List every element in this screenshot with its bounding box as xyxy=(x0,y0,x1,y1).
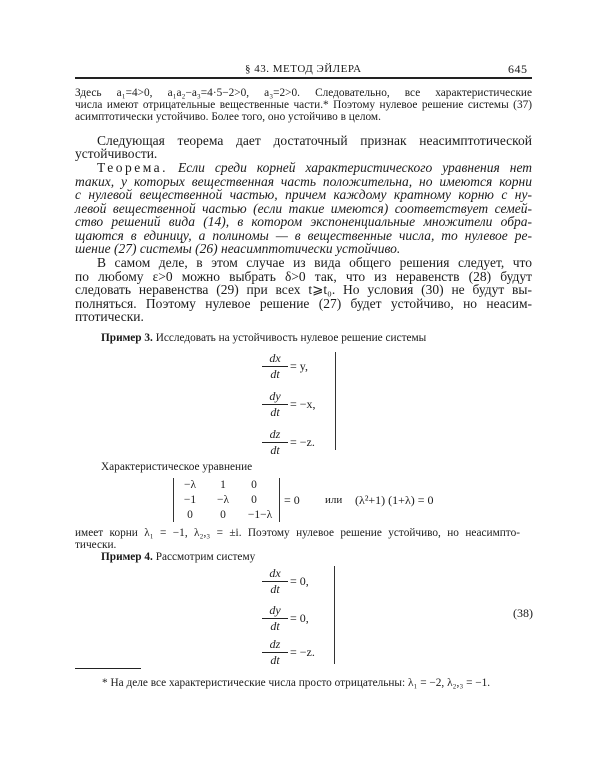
denominator: dt xyxy=(270,367,280,381)
matrix-cell: −λ xyxy=(216,494,230,506)
matrix-cell: 1 xyxy=(220,479,226,491)
text-line: Следующая теорема дает достаточный признак неасимптотической xyxy=(97,133,532,148)
example-label: Пример 4. xyxy=(101,551,153,563)
matrix-cell: 0 xyxy=(251,494,257,506)
fraction xyxy=(262,638,288,667)
right-brace xyxy=(334,566,335,664)
or-word: или xyxy=(325,494,343,506)
text-line: шение (27) системы (26) неасимптотически устойчиво. xyxy=(75,241,401,256)
right-brace xyxy=(335,352,336,450)
example-heading xyxy=(101,333,426,345)
text-line: таких, у которых вещественная часть положительна, но имеются корни xyxy=(75,173,532,189)
text-line: В самом деле, в этом случае из вида общего решения следует, что xyxy=(97,255,532,270)
text-line: асимптотически устойчиво. Более того, оно устойчиво в целом. xyxy=(75,111,381,123)
text-line: по любому ε>0 можно выбрать δ>0 так, что из неравенств (28) будут xyxy=(75,268,532,284)
text-line: Здесь a₁=4>0, a₁a₂−a₃=4·5−2>0, a₃=2>0. Следовательно, все характеристические xyxy=(75,87,532,99)
char-equation-label: Характеристическое уравнение xyxy=(101,461,253,473)
denominator: dt xyxy=(270,405,280,419)
fraction xyxy=(262,604,288,633)
text-line: ство решений вида (14), в котором экспоненциальные множители обра- xyxy=(75,214,532,229)
header-rule xyxy=(75,77,532,79)
text-line: левой вещественной частью (если такие имеются) соответствует семей- xyxy=(75,200,532,216)
fraction xyxy=(262,567,288,596)
equation-rhs: = −z. xyxy=(290,645,315,659)
numerator: dy xyxy=(262,390,288,405)
example-text: Исследовать на устойчивость нулевое решение системы xyxy=(155,332,427,344)
page-number: 645 xyxy=(508,62,528,76)
matrix-cell: 0 xyxy=(220,509,226,521)
denominator: dt xyxy=(270,619,280,633)
equation-rhs: = y, xyxy=(290,359,308,373)
denominator: dt xyxy=(270,582,280,596)
theorem-first-line xyxy=(97,161,532,175)
numerator: dz xyxy=(262,638,288,653)
running-head: § 43. МЕТОД ЭЙЛЕРА xyxy=(245,63,362,75)
equation-rhs: = 0, xyxy=(290,574,309,588)
fraction xyxy=(262,390,288,419)
denominator: dt xyxy=(270,443,280,457)
equation-rhs: = −z. xyxy=(290,435,315,449)
fraction xyxy=(262,428,288,457)
text-line: полняться. Поэтому нулевое решение (27) будет устойчиво, но неасим- xyxy=(75,295,532,311)
numerator: dy xyxy=(262,604,288,619)
text-line: тически. xyxy=(75,538,117,551)
equation-rhs: = −x, xyxy=(290,397,316,411)
example-heading xyxy=(101,552,255,564)
example-text: Рассмотрим систему xyxy=(155,551,256,563)
determinant-bar-right xyxy=(279,478,280,522)
matrix-cell: 0 xyxy=(187,509,193,521)
matrix-cell: 0 xyxy=(251,479,257,491)
numerator: dx xyxy=(262,567,288,582)
text-line: имеет корни λ₁ = −1, λ₂,₃ = ±i. Поэтому нулевое решение устойчиво, но неасимпто- xyxy=(75,527,520,539)
determinant-rhs: = 0 xyxy=(284,493,300,507)
theorem-label: Теорема. xyxy=(97,160,169,175)
text-line: следовать неравенства (29) при всех t⩾t₀. Но условия (30) не будут вы- xyxy=(75,282,532,297)
fraction xyxy=(262,352,288,381)
denominator: dt xyxy=(270,653,280,667)
factored-equation: (λ²+1) (1+λ) = 0 xyxy=(355,493,434,507)
text-line: щаются в единицу, а полиномы — в вещественные числа, то нулевое ре- xyxy=(75,227,532,243)
numerator: dz xyxy=(262,428,288,443)
matrix-cell: −λ xyxy=(183,479,197,491)
footnote: * На деле все характеристические числа просто отрицательны: λ₁ = −2, λ₂,₃ = −1. xyxy=(102,677,491,689)
theorem-text: Если среди корней характеристического уравнения нет xyxy=(178,160,533,175)
text-line: с нулевой вещественной частью, причем каждому кратному корню с ну- xyxy=(75,187,532,202)
text-line: птотически. xyxy=(75,309,144,324)
text-line: числа имеют отрицательные вещественные части.* Поэтому нулевое решение системы (37) xyxy=(75,99,532,111)
example-label: Пример 3. xyxy=(101,332,153,344)
numerator: dx xyxy=(262,352,288,367)
equation-rhs: = 0, xyxy=(290,611,309,625)
footnote-rule xyxy=(75,668,141,669)
equation-number: (38) xyxy=(513,606,533,620)
matrix-cell: −1−λ xyxy=(247,509,273,521)
matrix-cell: −1 xyxy=(183,494,197,506)
text-line: устойчивости. xyxy=(75,146,158,161)
